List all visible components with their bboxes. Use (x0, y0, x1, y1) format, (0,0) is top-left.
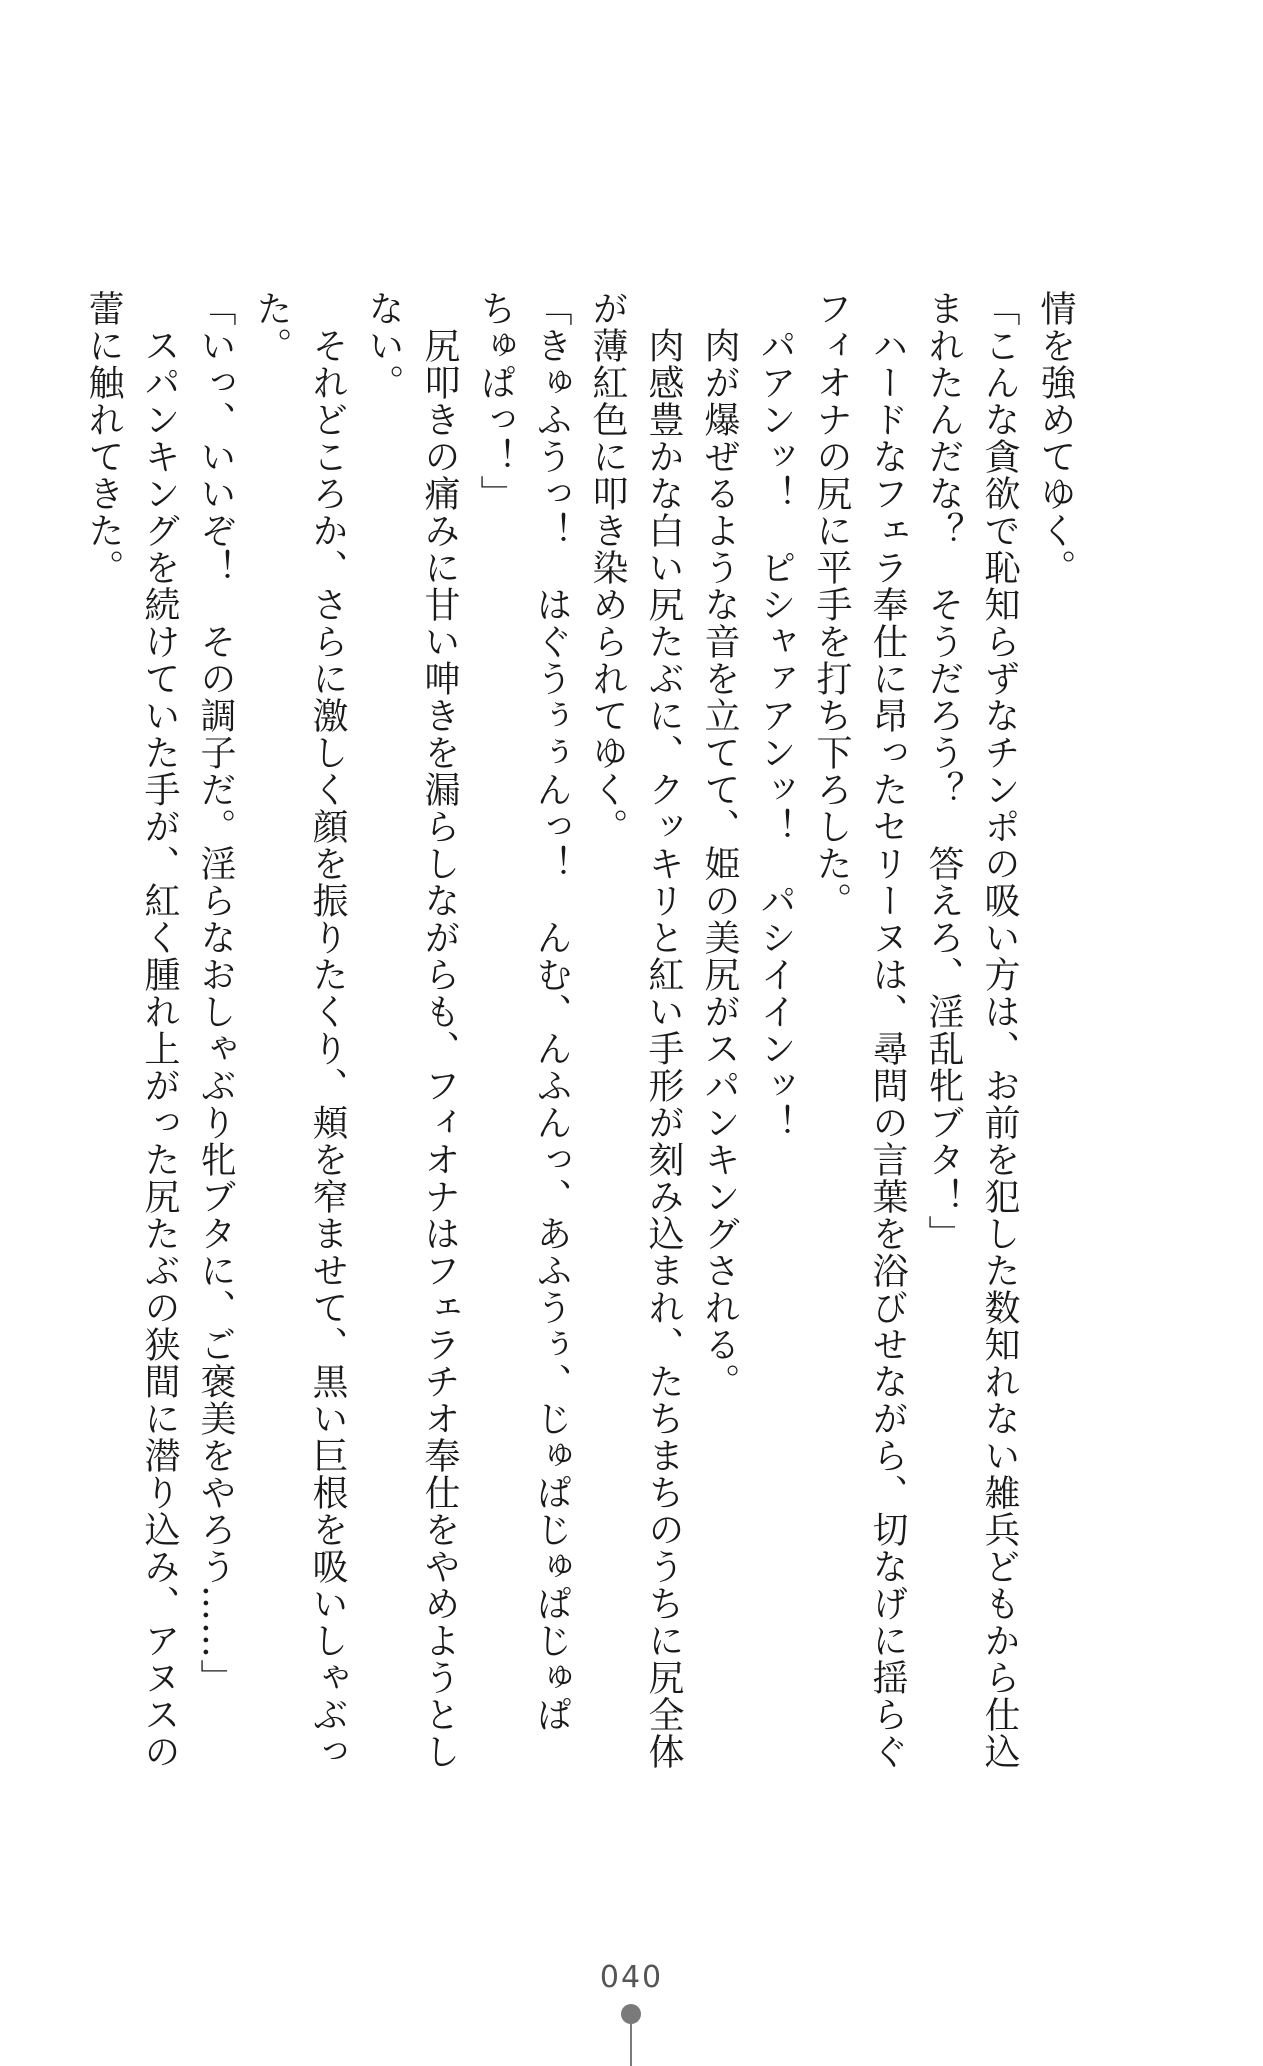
page-number: 040 (599, 1960, 664, 1995)
text-line: 「こんな貪欲で恥知らずなチンポの吸い方は、お前を犯した数知れない雑兵どもから仕込 (979, 290, 1020, 1770)
text-line: スパンキングを続けていた手が、紅く腫れ上がった尻たぶの狭間に潜り込み、アヌスの (139, 290, 180, 1770)
text-line: ちゅぱっ！」 (475, 290, 516, 512)
page-marker-line (630, 2024, 632, 2066)
text-line: 肉が爆ぜるような音を立てて、姫の美尻がスパンキングされる。 (699, 290, 740, 1400)
text-line: 肉感豊かな白い尻たぶに、クッキリと紅い手形が刻み込まれ、たちまちのうちに尻全体 (643, 290, 684, 1770)
text-line: が薄紅色に叩き染められてゆく。 (587, 290, 628, 845)
text-line: た。 (251, 290, 292, 364)
text-line: それどころか、さらに激しく顔を振りたくり、頬を窄ませて、黒い巨根を吸いしゃぶっ (307, 290, 348, 1770)
text-line: ハードなフェラ奉仕に昂ったセリーヌは、尋問の言葉を浴びせながら、切なげに揺らぐ (867, 290, 908, 1770)
text-line: ない。 (363, 290, 404, 401)
text-line: パアンッ！ ピシャァアンッ！ パシイインッ！ (755, 290, 796, 1141)
text-line: フィオナの尻に平手を打ち下ろした。 (811, 290, 852, 919)
body-text (75, 290, 1083, 1770)
text-line: 情を強めてゆく。 (1035, 290, 1076, 586)
text-line: 「きゅふうっ！ はぐうぅぅんっ！ んむ、んふんっ、あふうぅ、じゅぱじゅぱじゅぱ (531, 290, 572, 1733)
text-line: まれたんだな？ そうだろう？ 答えろ、淫乱牝ブタ！」 (923, 290, 964, 1252)
text-line: 「いっ、いいぞ！ その調子だ。淫らなおしゃぶり牝ブタに、ご褒美をやろう……」 (195, 290, 236, 1696)
text-line: 尻叩きの痛みに甘い呻きを漏らしながらも、フィオナはフェラチオ奉仕をやめようとし (419, 290, 460, 1770)
text-line: 蕾に触れてきた。 (83, 290, 124, 586)
page-marker-dot (621, 2004, 641, 2024)
